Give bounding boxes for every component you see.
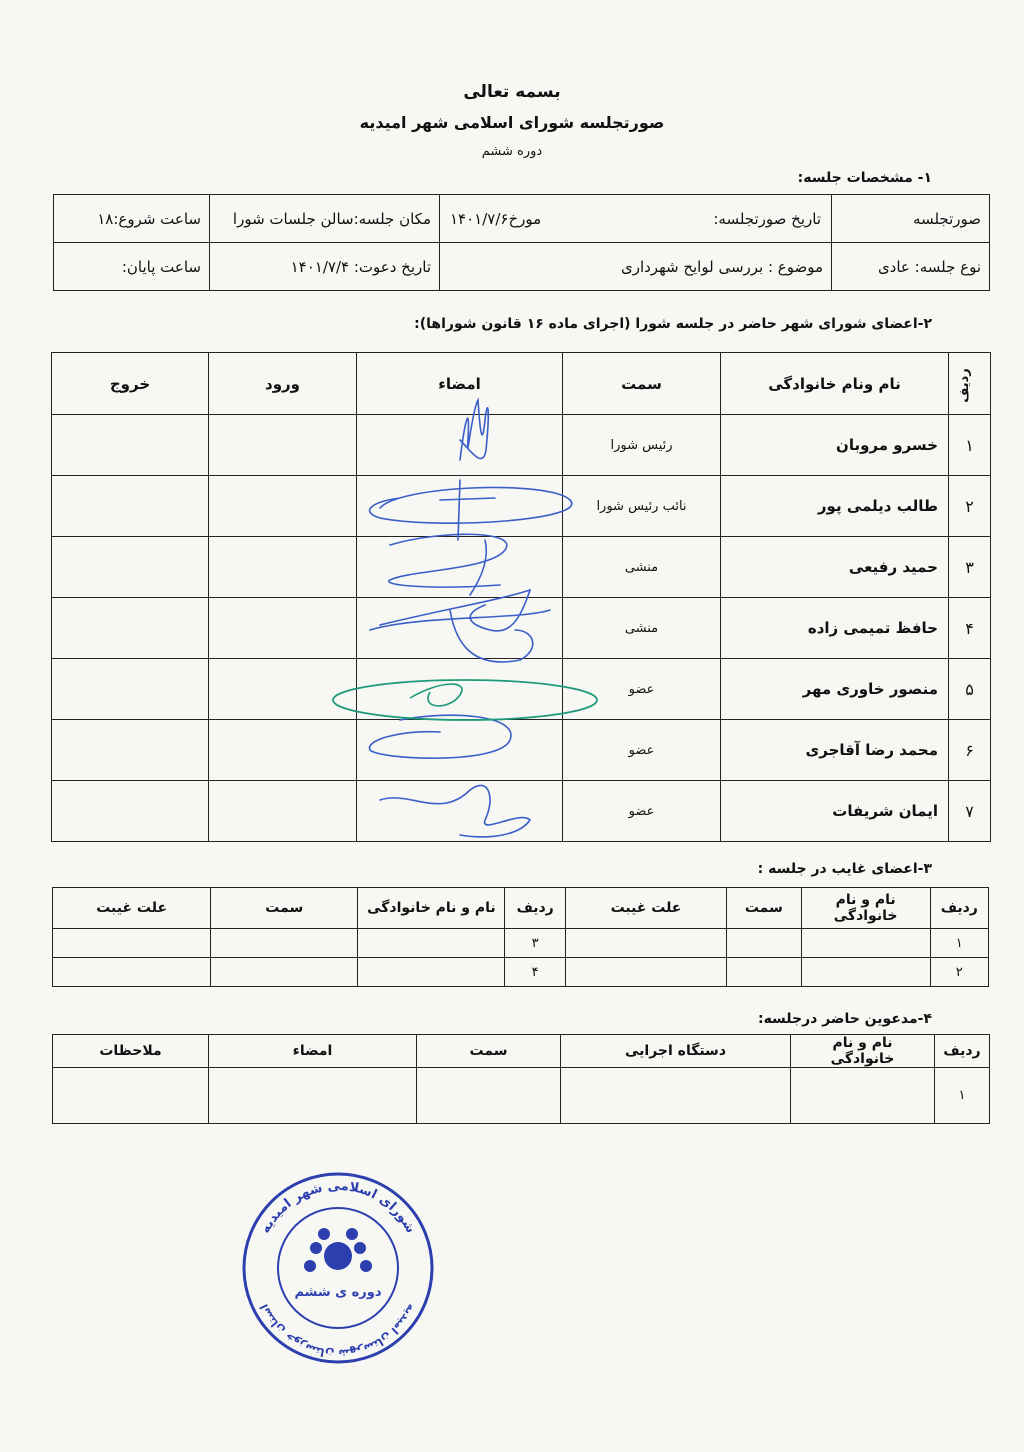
svg-text:استان خوزستان شهرستان امیدیه [257,1302,418,1360]
empty-cell [358,958,505,987]
col-header-index: ردیف [949,353,991,415]
stamp-text-bottom: استان خوزستان شهرستان امیدیه [257,1301,419,1361]
session-end-time: ساعت پایان: [54,243,210,291]
empty-cell [565,929,726,958]
empty-cell [565,958,726,987]
session-location: مکان جلسه:سالن جلسات شورا [210,195,440,243]
table-row [52,720,991,781]
exit-cell [52,537,209,598]
exit-cell [52,659,209,720]
col-header-organization: دستگاه اجرایی [561,1035,791,1068]
session-info-row [54,243,990,291]
col-header-name: نام ونام خانوادگی [721,353,949,415]
table-row [53,958,989,987]
empty-cell [211,958,358,987]
entry-cell [209,720,357,781]
col-header-index: ردیف [935,1035,990,1068]
entry-cell [209,659,357,720]
member-role: منشی [563,598,721,659]
signature-cell [357,781,563,842]
table-row [52,781,991,842]
invitation-date: تاریخ دعوت: ۱۴۰۱/۷/۴ [210,243,440,291]
col-header-signature: امضاء [209,1035,417,1068]
exit-cell [52,476,209,537]
empty-cell [727,929,802,958]
col-header-name: نام و نام خانوادگی [801,888,930,929]
table-row [52,476,991,537]
col-header-entry: ورود [209,353,357,415]
entry-cell [209,537,357,598]
empty-cell [801,958,930,987]
members-header-row [52,353,991,415]
section4-title: ۴-مدعوین حاضر درجلسه: [757,1011,932,1027]
entry-cell [209,476,357,537]
member-name: حافظ تمیمی زاده [721,598,949,659]
table-row [52,415,991,476]
session-start-time: ساعت شروع:۱۸ [54,195,210,243]
member-role: رئیس شورا [563,415,721,476]
empty-cell [561,1068,791,1124]
member-index: ۷ [949,781,991,842]
member-name: طالب دیلمی پور [721,476,949,537]
col-header-role: سمت [211,888,358,929]
col-header-absence-reason: علت غیبت [53,888,211,929]
emblem-icon [304,1228,372,1272]
col-header-signature: امضاء [357,353,563,415]
signature-cell [357,476,563,537]
member-index: ۵ [949,659,991,720]
table-row [53,929,989,958]
col-header-role: سمت [727,888,802,929]
member-index: ۶ [949,720,991,781]
session-type: نوع جلسه: عادی [832,243,990,291]
col-header-name: نام و نام خانوادگی [358,888,505,929]
table-row [52,537,991,598]
signature-cell [357,598,563,659]
empty-cell [727,958,802,987]
member-role: عضو [563,781,721,842]
table-row [52,659,991,720]
section1-title: ۱- مشخصات جلسه: [797,170,932,186]
exit-cell [52,598,209,659]
empty-cell [358,929,505,958]
empty-cell [211,929,358,958]
signature-cell [357,659,563,720]
member-name: محمد رضا آقاجری [721,720,949,781]
signature-cell [357,720,563,781]
session-date-label: تاریخ صورتجلسه: [713,209,822,228]
signature-cell [357,415,563,476]
absent-header-row [53,888,989,929]
col-header-index: ردیف [505,888,565,929]
period-label: دوره ششم [481,144,543,159]
stamp-text-top: شورای اسلامی شهر امیدیه [258,1178,418,1236]
member-role: عضو [563,720,721,781]
empty-cell [53,929,211,958]
col-header-exit: خروج [52,353,209,415]
entry-cell [209,415,357,476]
member-name: خسرو مروبان [721,415,949,476]
col-header-role: سمت [417,1035,561,1068]
member-index: ۳ [949,537,991,598]
session-label: صورتجلسه [832,195,990,243]
present-members-table [51,352,991,842]
absent-index: ۴ [505,958,565,987]
member-index: ۱ [949,415,991,476]
exit-cell [52,720,209,781]
member-index: ۴ [949,598,991,659]
empty-cell [53,1068,209,1124]
invitees-table [52,1034,990,1124]
absent-index: ۲ [930,958,988,987]
table-row [53,1068,990,1124]
stamp-text-mid: دوره ی ششم [294,1285,382,1300]
member-role: منشی [563,537,721,598]
invitees-header-row [53,1035,990,1068]
member-name: ایمان شریفات [721,781,949,842]
section3-title: ۳-اعضای غایب در جلسه : [757,861,932,877]
basmala: بسمه تعالی [463,82,561,102]
empty-cell [53,958,211,987]
member-name: حمید رفیعی [721,537,949,598]
session-date-value: مورخ۱۴۰۱/۷/۶ [450,209,542,228]
session-info-table [53,194,990,291]
exit-cell [52,781,209,842]
session-info-row [54,195,990,243]
col-header-absence-reason: علت غیبت [565,888,726,929]
council-stamp [238,1168,438,1368]
col-header-notes: ملاحظات [53,1035,209,1068]
member-index: ۲ [949,476,991,537]
table-row [52,598,991,659]
session-subject: موضوع : بررسی لوایح شهرداری [440,243,832,291]
member-name: منصور خاوری مهر [721,659,949,720]
member-role: عضو [563,659,721,720]
absent-index: ۳ [505,929,565,958]
entry-cell [209,598,357,659]
signature-cell [357,537,563,598]
empty-cell [209,1068,417,1124]
section2-title: ۲-اعضای شورای شهر حاضر در جلسه شورا (اجرای ماده ۱۶ قانون شوراها): [414,316,932,332]
empty-cell [791,1068,935,1124]
empty-cell [801,929,930,958]
absent-index: ۱ [930,929,988,958]
session-date-cell [440,195,832,243]
entry-cell [209,781,357,842]
col-header-index: ردیف [930,888,988,929]
col-header-name: نام و نام خانوادگی [791,1035,935,1068]
exit-cell [52,415,209,476]
invitee-index: ۱ [935,1068,990,1124]
empty-cell [417,1068,561,1124]
col-header-role: سمت [563,353,721,415]
member-role: نائب رئیس شورا [563,476,721,537]
document-title: صورتجلسه شورای اسلامی شهر امیدیه [359,113,665,132]
absent-members-table [52,887,989,987]
